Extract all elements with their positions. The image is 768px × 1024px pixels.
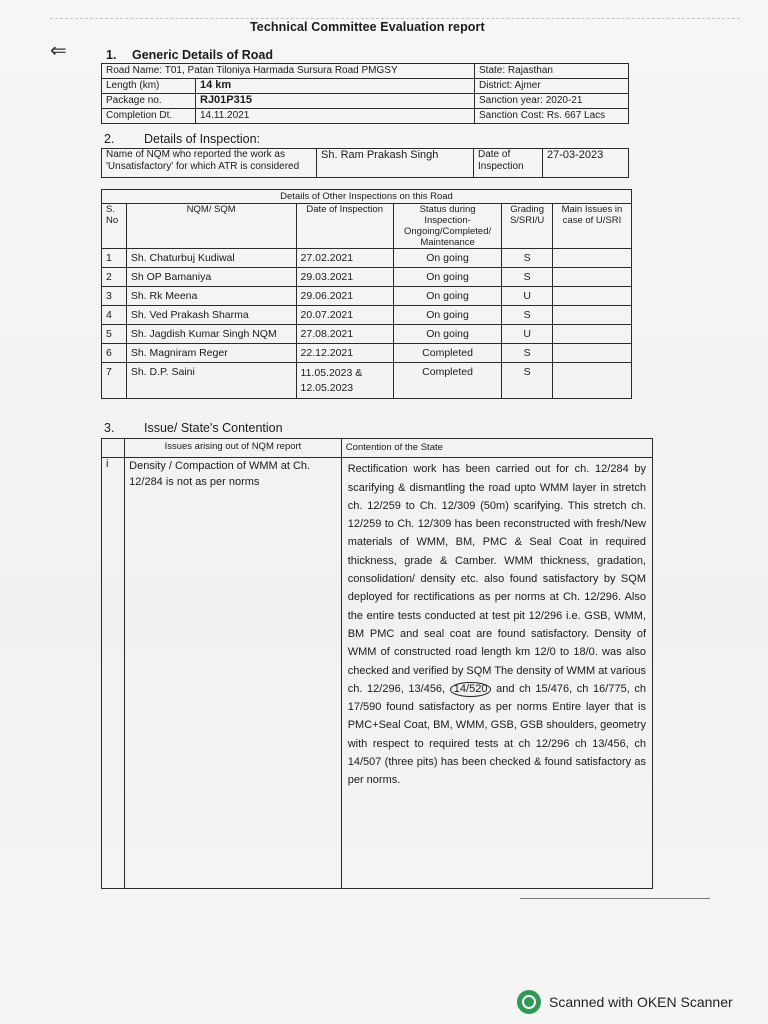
table-row [102,325,632,344]
row-status: On going [393,325,501,344]
section3-heading [104,421,283,435]
row-status: Completed [393,344,501,363]
row-issue [552,344,631,363]
section1-heading [106,48,273,62]
row-date: 20.07.2021 [296,306,393,325]
contention-part1: Rectification work has been carried out for ch. 12/284 by scarifying & dismantling the road upto WMM layer in stretch ch. 12/259 to Ch. 12/309 (50m) scarifying. This stretch ch. 12/259 to Ch. 12/309 has been reconstructed with fresh/New materials of WMM, BM, PMC & Seal Coat in required thickness, grade & Camber. WMM thickness, gradation, consolidation/ density etc. also found satisfactory by SQM deployed for rectifications as per norms at Ch. 12/296. Also the entire tests conducted at test pit 12/296 i.e. GSB, WMM, BM PMC and seal coat are found satisfactory. Density of WMM of constructed road length km 12/0 to 18/0. was also checked and verified by SQM The density of WMM at various ch. 12/296, 13/456, [347,463,646,695]
state-cell: State: Rajasthan [475,64,629,79]
completion-value: 14.11.2021 [196,109,475,124]
section1-number: 1. [106,48,117,62]
row-grade: S [502,306,553,325]
row-grade: S [502,268,553,287]
issue-text: Density / Compaction of WMM at Ch. 12/284 is not as per norms [125,458,342,889]
other-inspections-caption: Details of Other Inspections on this Road [102,190,632,204]
nqm-label: Name of NQM who reported the work as 'Unsatisfactory' for which ATR is considered [102,149,317,178]
header-date: Date of Inspection [296,204,393,249]
row-sno: 7 [102,363,127,399]
document-title: Technical Committee Evaluation report [250,20,485,34]
row-status: On going [393,249,501,268]
header-grading: Grading S/SRI/U [502,204,553,249]
row-issue [552,363,631,399]
row-date: 27.08.2021 [296,325,393,344]
header-issues-arising: Issues arising out of NQM report [125,439,342,458]
header-contention: Contention of the State [341,439,652,458]
inspection-date-label: Date of Inspection [474,149,543,178]
package-label: Package no. [102,94,196,109]
section2-title: Details of Inspection: [144,132,261,146]
table-row [102,306,632,325]
row-status: On going [393,268,501,287]
length-value: 14 km [196,79,475,94]
table-row [102,268,632,287]
contention-text [341,458,652,889]
inspection-summary-table [101,148,629,178]
completion-label: Completion Dt. [102,109,196,124]
row-name: Sh. D.P. Saini [126,363,296,399]
table-row [102,249,632,268]
row-sno: 5 [102,325,127,344]
nqm-value: Sh. Ram Prakash Singh [317,149,474,178]
table-row [102,363,632,399]
row-issue [552,287,631,306]
footer-rule [520,898,710,899]
row-issue [552,268,631,287]
row-status: On going [393,306,501,325]
table-row [102,287,632,306]
section2-heading [104,132,260,146]
section1-title: Generic Details of Road [132,48,274,62]
row-status: On going [393,287,501,306]
row-sno: 2 [102,268,127,287]
contention-part2: and ch 15/476, ch 16/775, ch 17/590 found satisfactory as per norms Entire layer that is PMC+Seal Coat, BM, WMM, GSB, GSB shoulders, geometry with respect to required tests at ch 12/296 ch 13/456, ch 14/507 (three pits) has been checked & found satisfactory as per norms. [347,682,647,787]
circled-chainage: 14/520 [450,682,492,697]
row-date: 29.06.2021 [296,287,393,306]
header-issues: Main Issues in case of U/SRI [552,204,631,249]
row-grade: U [502,287,553,306]
length-label: Length (km) [102,79,196,94]
row-name: Sh. Rk Meena [126,287,296,306]
handwritten-arrow-mark: ⇐ [50,40,67,62]
header-status: Status during Inspection- Ongoing/Completed/ Maintenance [393,204,501,249]
header-name: NQM/ SQM [126,204,296,249]
sanction-cost-cell: Sanction Cost: Rs. 667 Lacs [475,109,629,124]
row-name: Sh. Jagdish Kumar Singh NQM [126,325,296,344]
row-name: Sh. Ved Prakash Sharma [126,306,296,325]
road-name-cell: Road Name: T01, Patan Tiloniya Harmada Sursura Road PMGSY [102,64,475,79]
section3-number: 3. [104,421,115,435]
row-grade: S [502,344,553,363]
sanction-year-cell: Sanction year: 2020-21 [475,94,629,109]
row-sno: 1 [102,249,127,268]
row-date: 29.03.2021 [296,268,393,287]
row-grade: U [502,325,553,344]
district-cell: District: Ajmer [475,79,629,94]
road-details-table [101,63,629,124]
table-row [102,344,632,363]
row-name: Sh OP Bamaniya [126,268,296,287]
scanner-logo-icon [517,990,541,1014]
row-issue [552,249,631,268]
header-sno: S. No [102,204,127,249]
row-date: 11.05.2023 & 12.05.2023 [296,363,393,399]
section2-number: 2. [104,132,115,146]
row-name: Sh. Chaturbuj Kudiwal [126,249,296,268]
row-grade: S [502,249,553,268]
issue-contention-table [101,438,653,889]
row-issue [552,325,631,344]
package-value: RJ01P315 [196,94,475,109]
row-sno: 3 [102,287,127,306]
row-sno: 6 [102,344,127,363]
scanner-text: Scanned with OKEN Scanner [549,994,733,1010]
row-status: Completed [393,363,501,399]
row-date: 22.12.2021 [296,344,393,363]
section3-title: Issue/ State's Contention [144,421,283,435]
issue-roman-number: i [102,458,125,889]
other-inspections-table [101,189,632,399]
inspection-date-value: 27-03-2023 [543,149,629,178]
row-date: 27.02.2021 [296,249,393,268]
row-grade: S [502,363,553,399]
scanner-watermark [517,990,733,1014]
row-sno: 4 [102,306,127,325]
row-issue [552,306,631,325]
row-name: Sh. Magniram Reger [126,344,296,363]
